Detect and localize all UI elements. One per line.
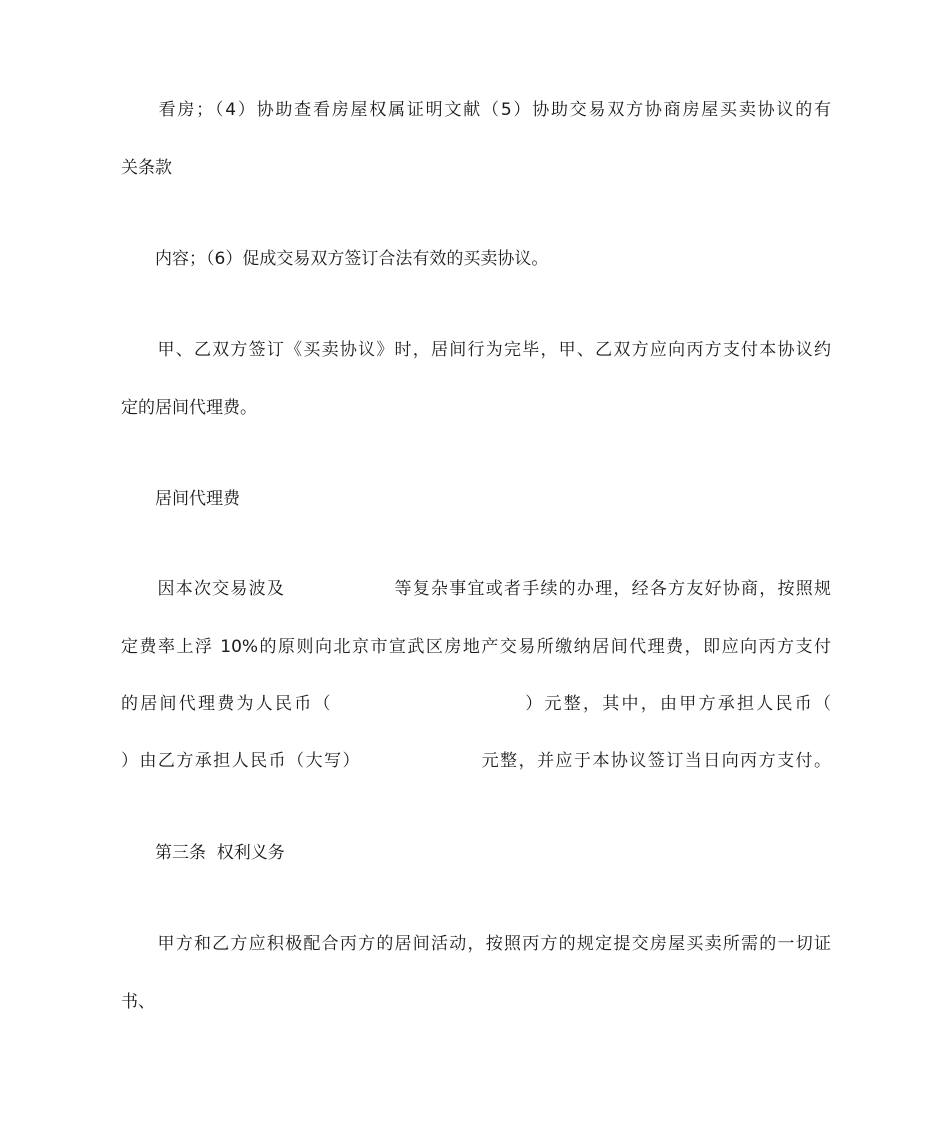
paragraph-line: 定的居间代理费。 [121, 398, 257, 418]
paragraph-line: 甲、乙双方签订《买卖协议》时，居间行为完毕，甲、乙双方应向丙方支付本协议约 [121, 340, 831, 360]
paragraph-line: 甲方和乙方应积极配合丙方的居间活动，按照丙方的规定提交房屋买卖所需的一切证 [121, 934, 831, 954]
paragraph-line: 关条款 [121, 158, 172, 178]
paragraph-line: 定费率上浮 10%的原则向北京市宣武区房地产交易所缴纳居间代理费，即应向丙方支付 [121, 637, 831, 657]
section-heading: 居间代理费 [121, 489, 240, 509]
paragraph-line: 看房；（4）协助查看房屋权属证明文献（5）协助交易双方协商房屋买卖协议的有 [121, 100, 831, 120]
paragraph-line: 因本次交易波及 等复杂事宜或者手续的办理，经各方友好协商，按照规 [121, 579, 831, 599]
paragraph-line: 的居间代理费为人民币（ ）元整，其中，由甲方承担人民币（ [121, 694, 831, 714]
section-heading: 第三条 权利义务 [121, 843, 285, 863]
paragraph-line: 书、 [121, 992, 155, 1012]
paragraph-line: 内容；（6）促成交易双方签订合法有效的买卖协议。 [121, 249, 549, 269]
paragraph-line: ）由乙方承担人民币（大写） 元整，并应于本协议签订当日向丙方支付。 [121, 751, 831, 771]
